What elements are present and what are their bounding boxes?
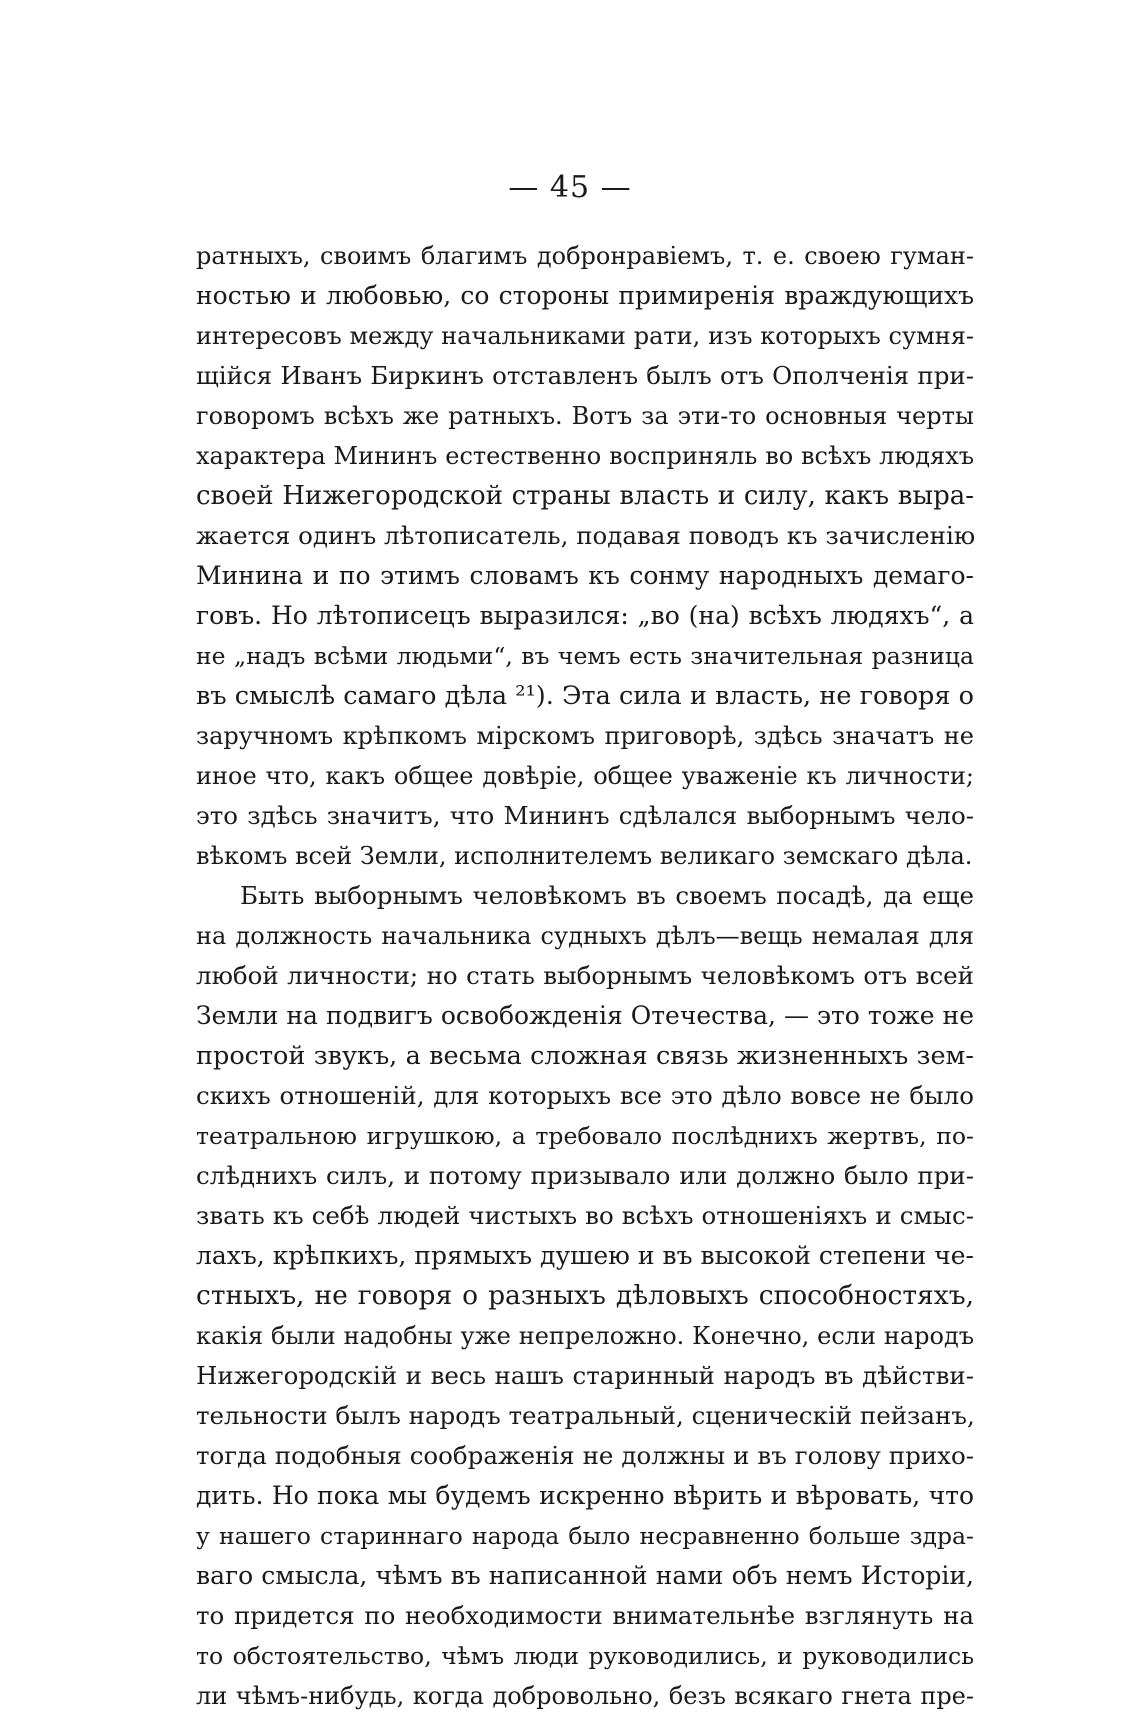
text-line: интересовъ между начальниками рати, изъ которыхъ сумня- <box>196 322 974 350</box>
text-line: заручномъ крѣпкомъ мірскомъ приговорѣ, здѣсь значатъ не <box>196 722 974 750</box>
text-line: своей Нижегородской страны власть и силу, какъ выра- <box>196 481 974 511</box>
paragraph <box>196 876 974 1716</box>
text-line: какія были надобны уже непреложно. Конечно, если народъ <box>196 1322 974 1350</box>
text-line: говъ. Но лѣтописецъ выразился: „во (на) всѣхъ людяхъ“, а <box>196 601 974 630</box>
text-line: на должность начальника судныхъ дѣлъ—вещь немалая для <box>196 922 974 950</box>
text-line: тельности былъ народъ театральный, сценическій пейзанъ, <box>196 1401 975 1430</box>
text-line: въ смыслѣ самаго дѣла ²¹). Эта сила и власть, не говоря о <box>196 681 974 711</box>
text-line: слѣднихъ силъ, и потому призывало или должно было при- <box>196 1161 974 1190</box>
text-line: любой личности; но стать выборнымъ человѣкомъ отъ всей <box>196 961 974 990</box>
text-line: дить. Но пока мы будемъ искренно вѣрить и вѣровать, что <box>196 1481 974 1510</box>
text-line: ностью и любовью, со стороны примиренія враждующихъ <box>196 281 974 310</box>
text-line: щійся Иванъ Биркинъ отставленъ былъ отъ Ополченія при- <box>196 361 974 390</box>
text-line: ли чѣмъ-нибудь, когда добровольно, безъ всякаго гнета пре- <box>196 1682 974 1710</box>
text-line: стныхъ, не говоря о разныхъ дѣловыхъ способностяхъ, <box>196 1280 974 1311</box>
text-line: характера Мининъ естественно восприняль во всѣхъ людяхъ <box>196 442 974 470</box>
text-line: у нашего стариннаго народа было несравненно больше здра- <box>196 1522 974 1550</box>
text-line: Земли на подвигъ освобожденія Отечества, — это тоже не <box>196 1001 974 1030</box>
text-line: вѣкомъ всей Земли, исполнителемъ великаго земскаго дѣла. <box>196 842 973 870</box>
text-line: тогда подобныя соображенія не должны и въ голову прихо- <box>196 1441 974 1470</box>
text-line: ваго смысла, чѣмъ въ написанной нами объ немъ Исторіи, <box>196 1561 974 1590</box>
paragraph <box>196 236 974 876</box>
text-line: Нижегородскій и весь нашъ старинный народъ въ дѣйстви- <box>196 1361 974 1390</box>
body-text <box>196 236 974 1716</box>
text-line: скихъ отношеній, для которыхъ все это дѣло вовсе не было <box>196 1081 974 1110</box>
text-line: то обстоятельство, чѣмъ люди руководились, и руководились <box>196 1642 974 1670</box>
text-line: Минина и по этимъ словамъ къ сонму народныхъ демаго- <box>196 561 974 590</box>
text-line: Быть выборнымъ человѣкомъ въ своемъ посадѣ, да еще <box>240 881 974 910</box>
text-line: ратныхъ, своимъ благимъ добронравіемъ, т. е. своею гуман- <box>196 242 974 270</box>
text-line: театральною игрушкою, а требовало послѣднихъ жертвъ, по- <box>196 1122 974 1150</box>
page-number: — 45 — <box>508 170 632 205</box>
text-line: жается одинъ лѣтописатель, подавая поводъ къ зачисленію <box>196 521 976 550</box>
text-line: говоромъ всѣхъ же ратныхъ. Вотъ за эти-то основныя черты <box>196 402 974 430</box>
text-line: простой звукъ, а весьма сложная связь жизненныхъ зем- <box>196 1041 974 1071</box>
text-line: не „надъ всѣми людьми“, въ чемъ есть значительная разница <box>196 642 974 670</box>
text-line: это здѣсь значитъ, что Мининъ сдѣлался выборнымъ чело- <box>196 801 974 830</box>
text-line: иное что, какъ общее довѣріе, общее уваженіе къ личности; <box>196 762 974 790</box>
text-line: то придется по необходимости внимательнѣе взглянуть на <box>196 1601 974 1630</box>
text-line: лахъ, крѣпкихъ, прямыхъ душею и въ высокой степени че- <box>196 1241 974 1270</box>
text-line: звать къ себѣ людей чистыхъ во всѣхъ отношеніяхъ и смыс- <box>196 1201 974 1230</box>
